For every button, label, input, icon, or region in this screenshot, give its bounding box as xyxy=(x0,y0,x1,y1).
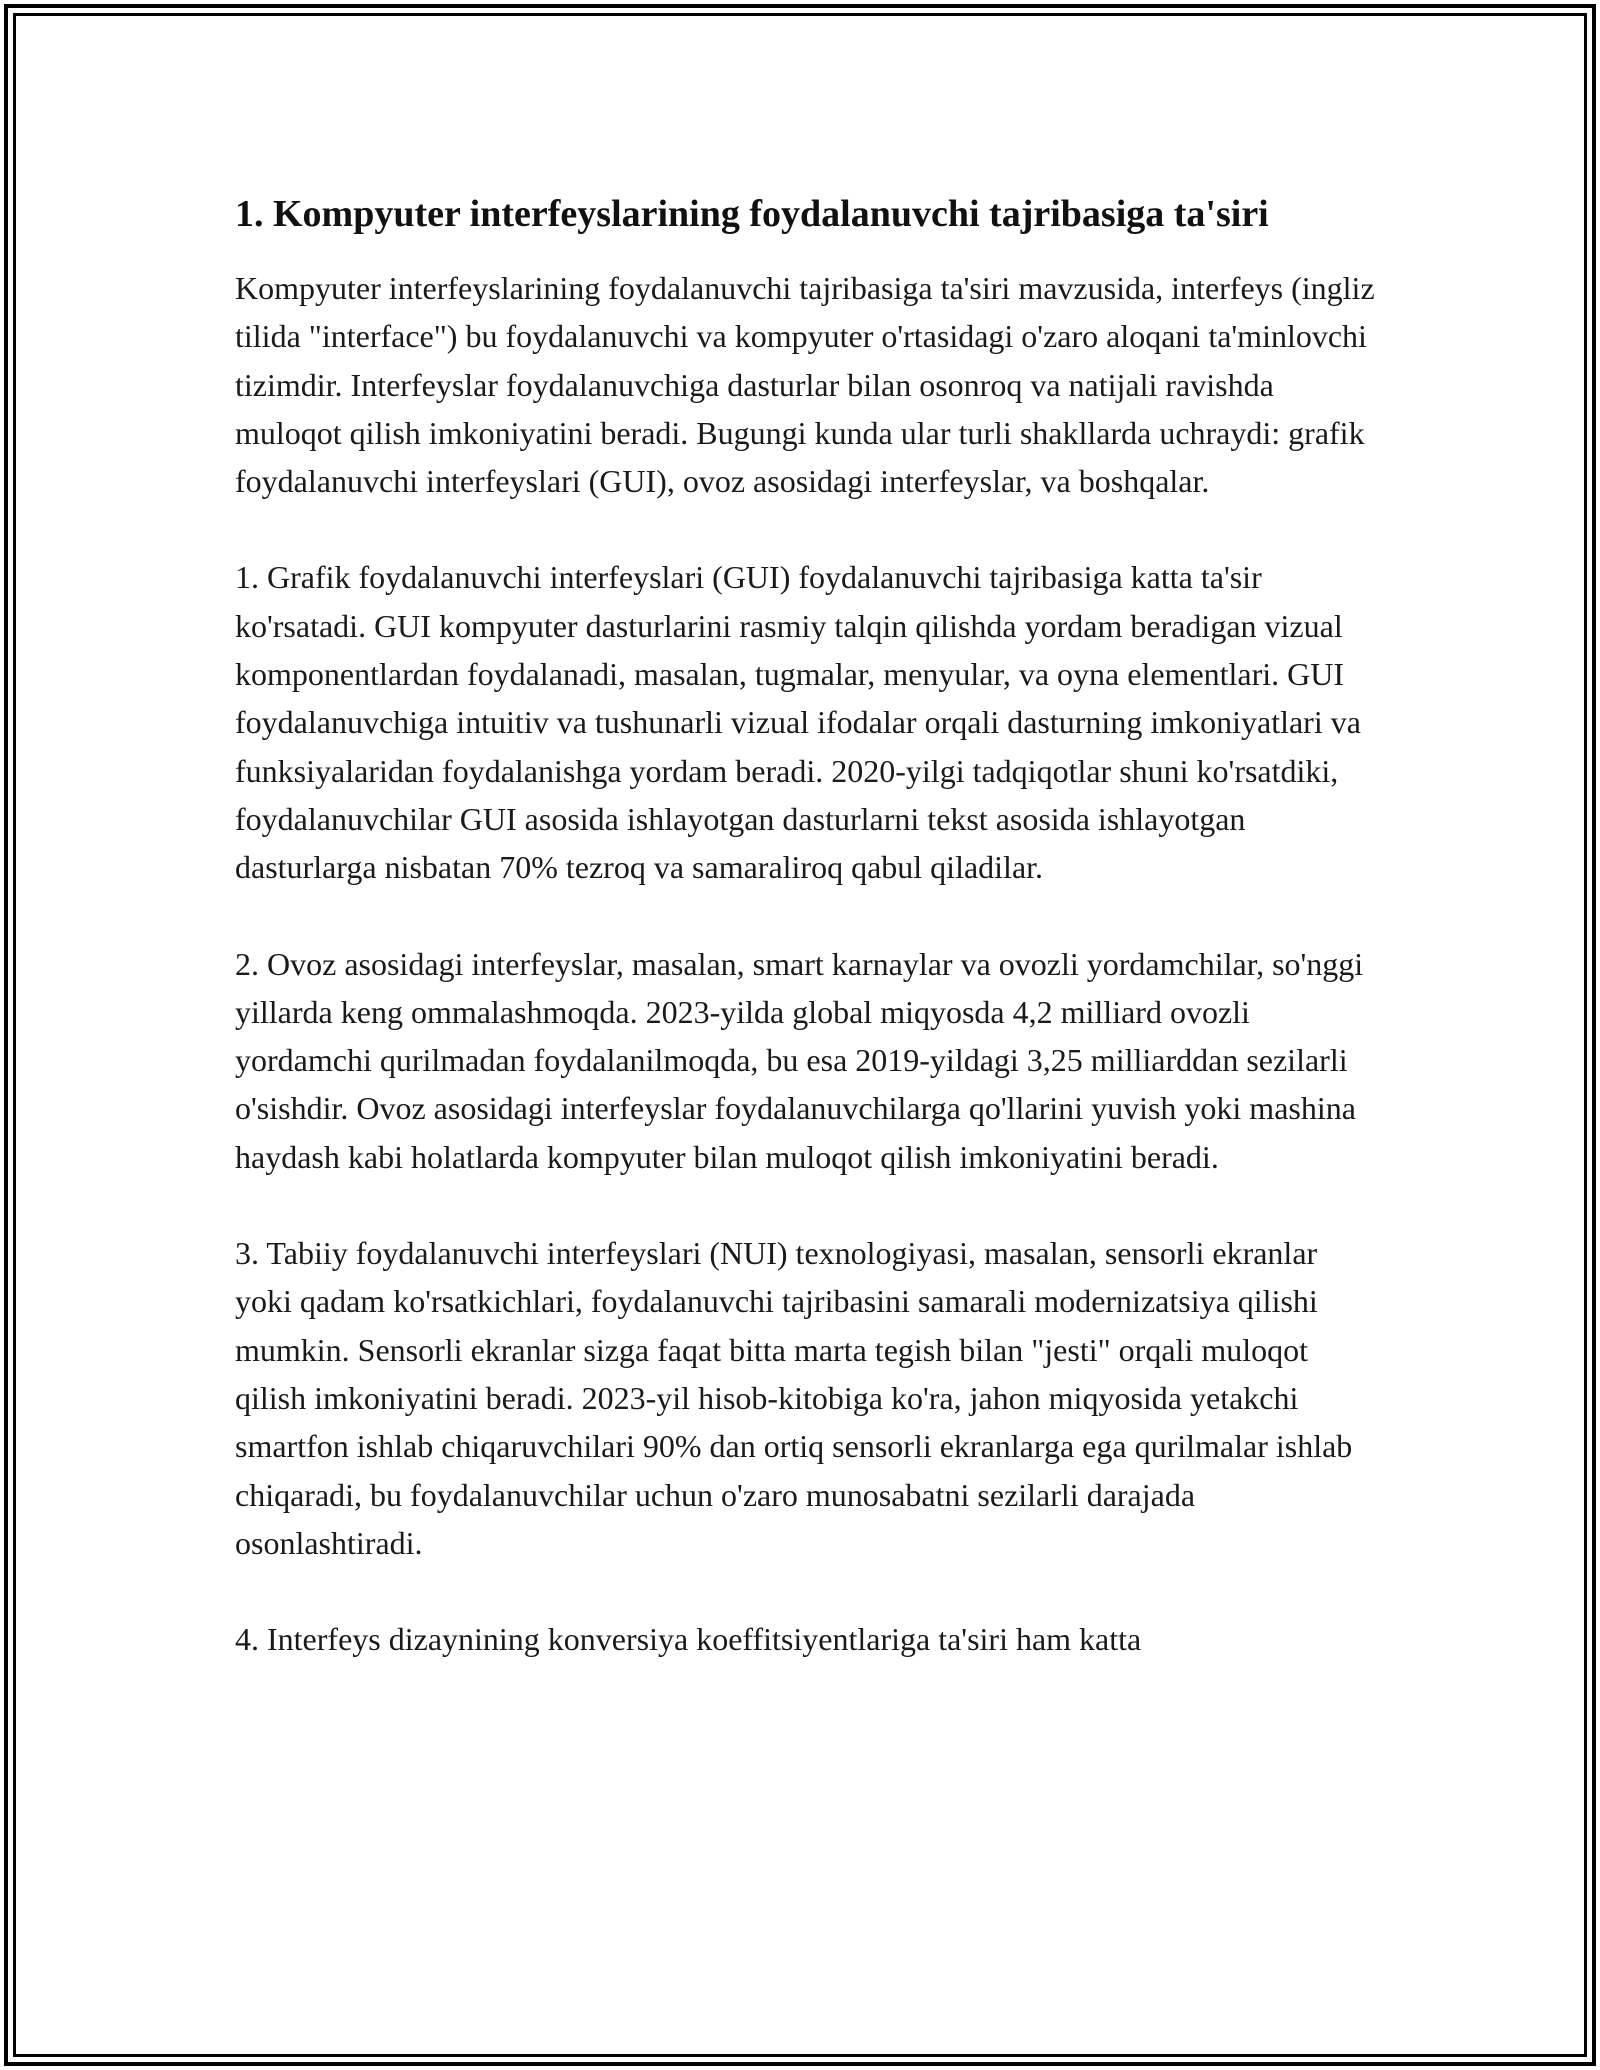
document-body xyxy=(235,186,1375,1711)
conversion-paragraph: 4. Interfeys dizaynining konversiya koeffitsiyentlariga ta'siri ham katta xyxy=(235,1621,1142,1658)
section-heading: 1. Kompyuter interfeyslarining foydalanuvchi tajribasiga ta'siri xyxy=(235,193,1269,235)
intro-paragraph: Kompyuter interfeyslarining foydalanuvchi tajribasiga ta'siri mavzusida, interfeys (ingliz tilida "interface") bu foydalanuvchi va kompyuter o'rtasidagi o'zaro aloqani ta'minlovchi tizimdir. Interfeyslar foydalanuvchiga dasturlar bilan osonroq va natijali ravishda muloqot qilish imkoniyatini beradi. Bugungi kunda ular turli shakllarda uchraydi: grafik foydalanuvchi interfeyslari (GUI), ovoz asosidagi interfeyslar, va boshqalar. xyxy=(235,270,1375,500)
voice-interface-paragraph: 2. Ovoz asosidagi interfeyslar, masalan, smart karnaylar va ovozli yordamchilar, so'nggi yillarda keng ommalashmoqda. 2023-yilda global miqyosda 4,2 milliard ovozli yordamchi qurilmadan foydalanilmoqda, bu esa 2019-yildagi 3,25 milliarddan sezilarli o'sishdir. Ovoz asosidagi interfeyslar foydalanuvchilarga qo'llarini yuvish yoki mashina haydash kabi holatlarda kompyuter bilan muloqot qilish imkoniyatini beradi. xyxy=(235,945,1364,1175)
nui-paragraph: 3. Tabiiy foydalanuvchi interfeyslari (NUI) texnologiyasi, masalan, sensorli ekranlar yoki qadam ko'rsatkichlari, foydalanuvchi tajribasini samarali modernizatsiya qilishi mumkin. Sensorli ekranlar sizga faqat bitta marta tegish bilan "jesti" orqali muloqot qilish imkoniyatini beradi. 2023-yil hisob-kitobiga ko'ra, jahon miqyosida yetakchi smartfon ishlab chiqaruvchilari 90% dan ortiq sensorli ekranlarga ega qurilmalar ishlab chiqaradi, bu foydalanuvchilar uchun o'zaro munosabatni sezilarli darajada osonlashtiradi. xyxy=(235,1235,1353,1561)
gui-paragraph: 1. Grafik foydalanuvchi interfeyslari (GUI) foydalanuvchi tajribasiga katta ta'sir ko'rsatadi. GUI kompyuter dasturlarini rasmiy talqin qilishda yordam beradigan vizual komponentlardan foydalanadi, masalan, tugmalar, menyular, va oyna elementlari. GUI foydalanuvchiga intuitiv va tushunarli vizual ifodalar orqali dasturning imkoniyatlari va funksiyalaridan foydalanishga yordam beradi. 2020-yilgi tadqiqotlar shuni ko'rsatdiki, foydalanuvchilar GUI asosida ishlayotgan dasturlarni tekst asosida ishlayotgan dasturlarga nisbatan 70% tezroq va samaraliroq qabul qiladilar. xyxy=(235,559,1361,886)
